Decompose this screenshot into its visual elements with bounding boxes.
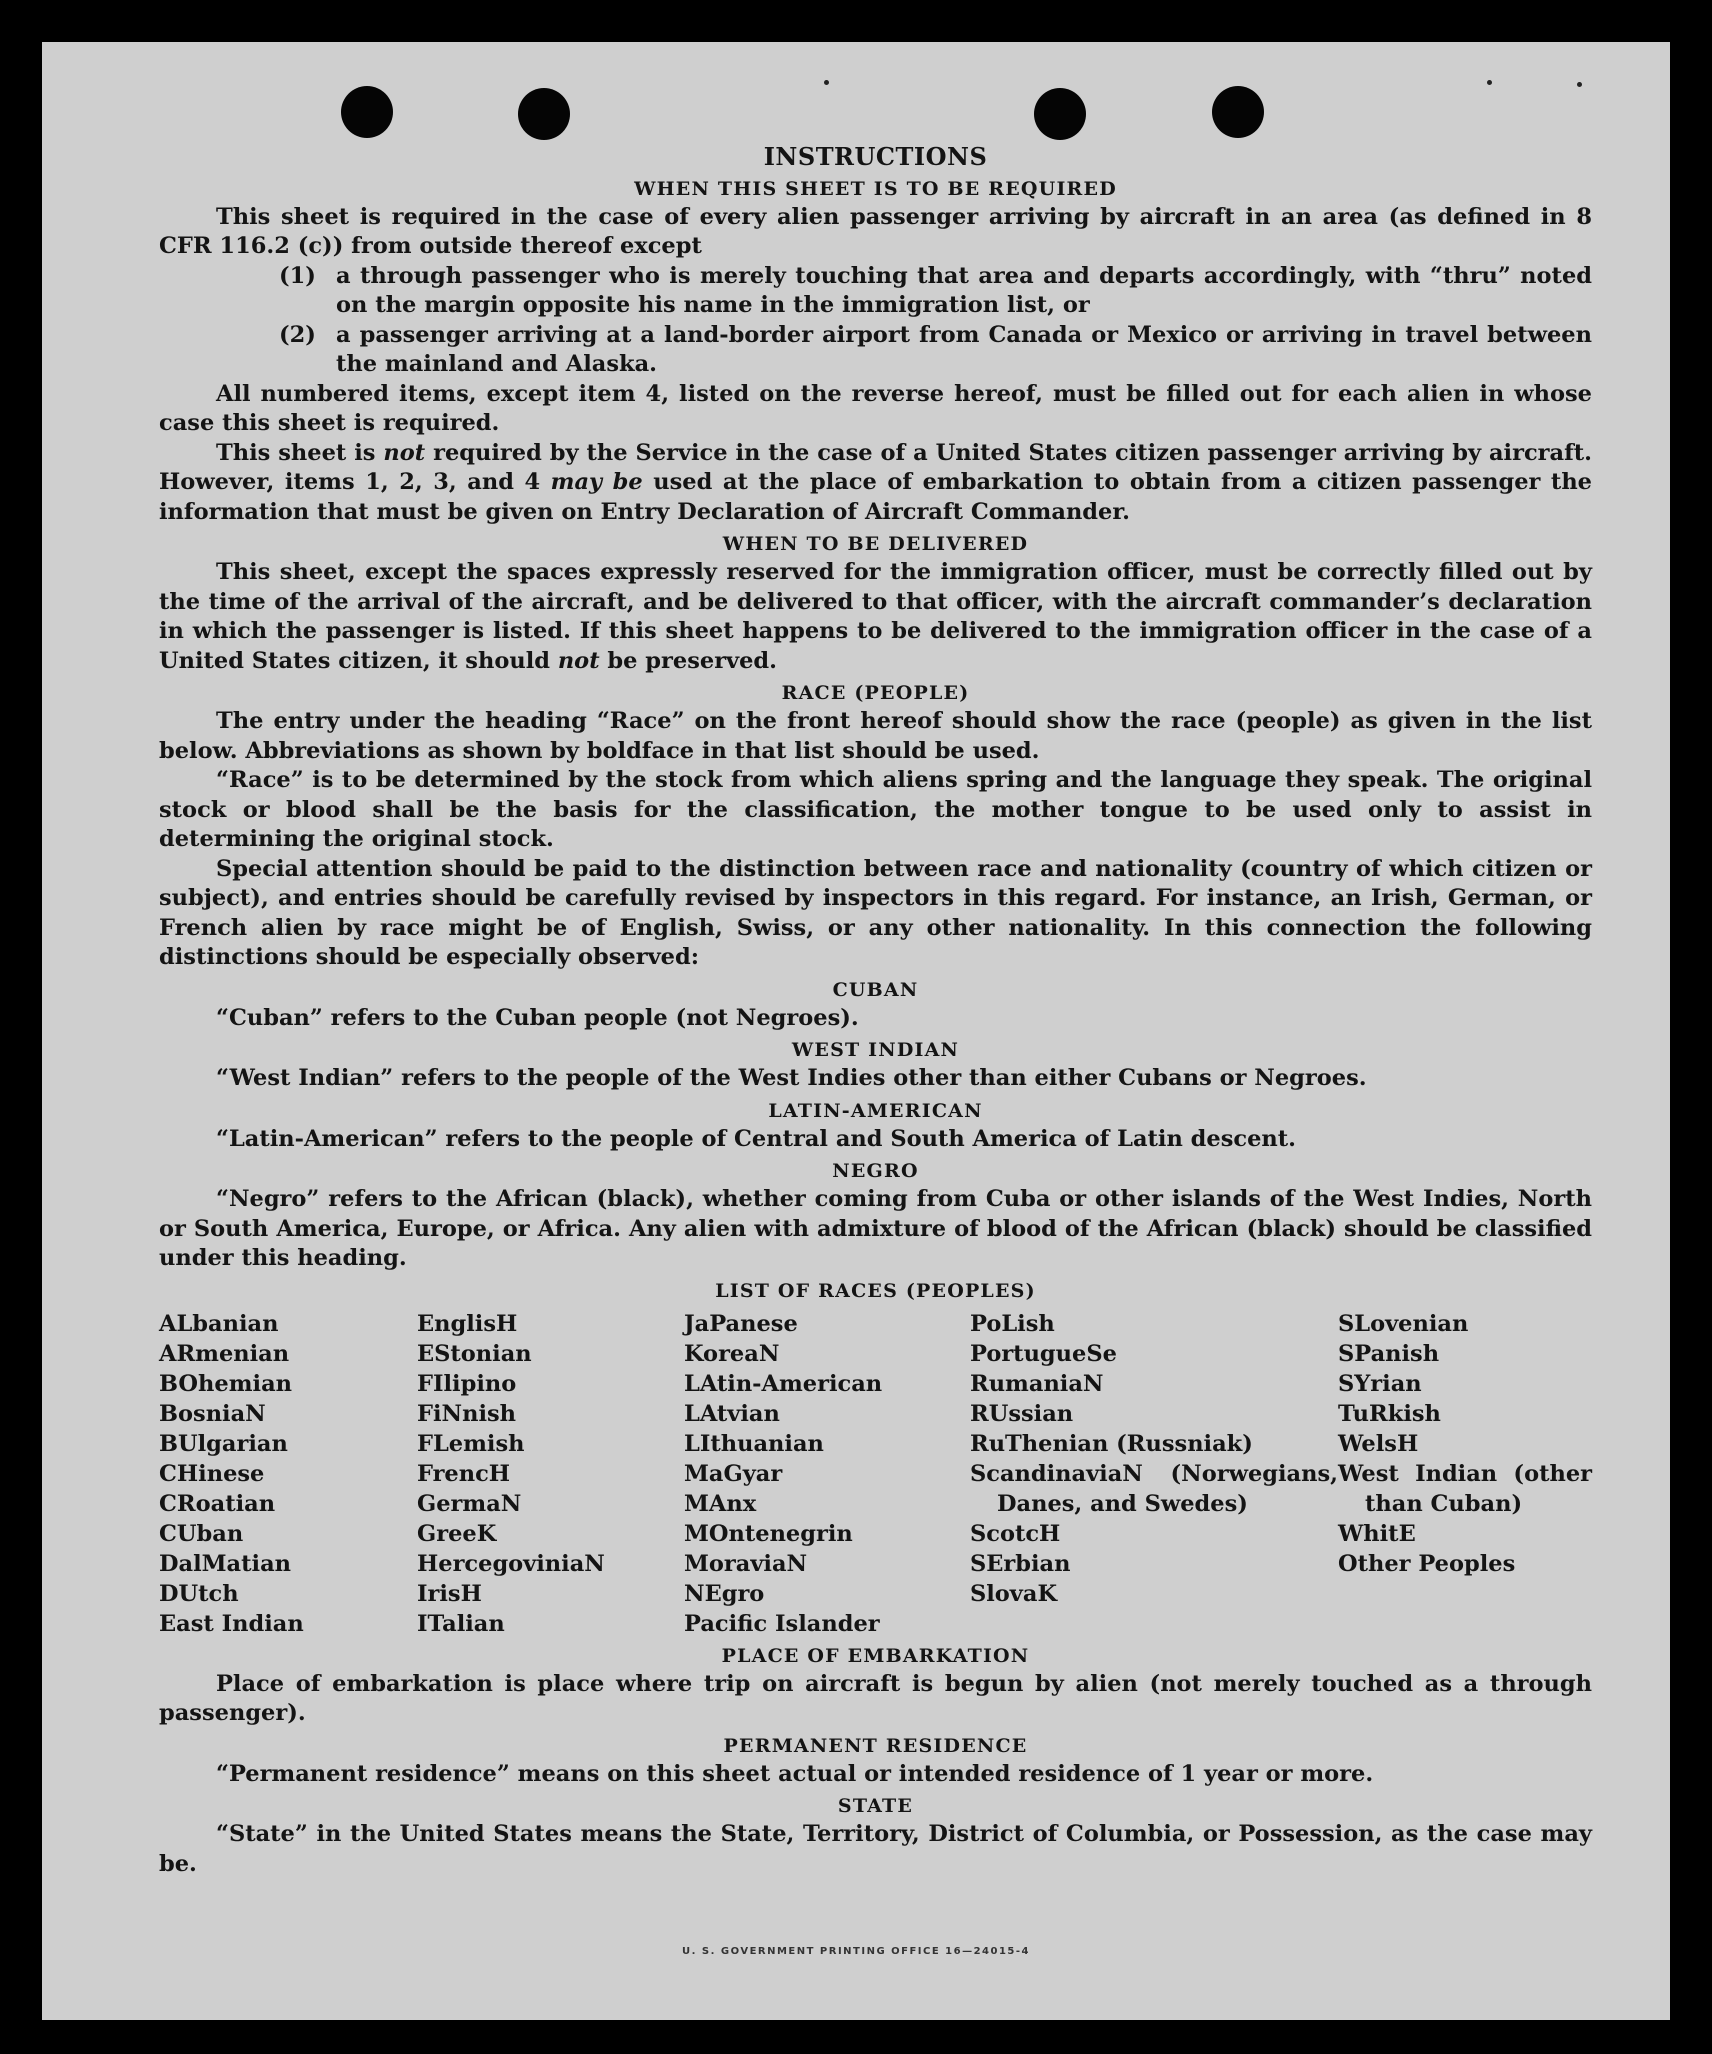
race-entry: RuThenian (Russniak)	[970, 1430, 1253, 1457]
race-entry: SPanish	[1338, 1340, 1440, 1367]
race-entry: SErbian	[970, 1550, 1071, 1577]
race-entry: MAnx	[684, 1490, 757, 1517]
races-column	[1338, 1309, 1592, 1639]
races-column	[684, 1309, 970, 1639]
race-entry: MaGyar	[684, 1460, 783, 1487]
punch-hole	[518, 88, 570, 140]
item-number: (1)	[279, 262, 316, 289]
race-entry: MOntenegrin	[684, 1520, 853, 1547]
punch-hole	[1212, 86, 1264, 138]
heading-negro: NEGRO	[832, 1160, 919, 1182]
race-entry: East Indian	[159, 1610, 304, 1637]
item-number: (2)	[279, 321, 316, 348]
heading-when-required: WHEN THIS SHEET IS TO BE REQUIRED	[634, 177, 1117, 200]
race-entry: DUtch	[159, 1580, 239, 1607]
speck	[1577, 82, 1582, 87]
paragraph: “Latin-American” refers to the people of Central and South America of Latin descent.	[216, 1125, 1296, 1152]
item-text: a through passenger who is merely touching that area and departs accordingly, with “thru” noted on the margin opposite his name in the immigration list, or	[336, 262, 1592, 318]
race-entry: WhitE	[1338, 1520, 1416, 1547]
document-title: INSTRUCTIONS	[763, 142, 988, 171]
race-entry: EStonian	[417, 1340, 532, 1367]
punch-hole	[341, 86, 393, 138]
paragraph: “Race” is to be determined by the stock from which aliens spring and the language they speak. The original stock or blood shall be the basis for the classification, the mother tongue to be used only to assist in determining the original stock.	[159, 767, 1592, 852]
paragraph: “Negro” refers to the African (black), whether coming from Cuba or other islands of the West Indies, North or South America, Europe, or Africa. Any alien with admixture of blood of the African (black) should be classified under this heading.	[159, 1186, 1592, 1271]
race-entry: CUban	[159, 1520, 244, 1547]
race-entry: KoreaN	[684, 1340, 780, 1367]
races-column	[970, 1309, 1338, 1639]
race-entry: HercegovinіaN	[417, 1550, 605, 1577]
numbered-item	[159, 321, 1592, 380]
paragraph: This sheet is required in the case of every alien passenger arriving by aircraft in an area (as defined in 8 CFR 116.2 (c)) from outside thereof except	[159, 203, 1592, 259]
race-entry: NEgro	[684, 1580, 765, 1607]
race-entry: RUssian	[970, 1400, 1074, 1427]
race-entry: ScotcH	[970, 1520, 1061, 1547]
heading-cuban: CUBAN	[832, 978, 919, 1001]
document-sheet	[42, 42, 1670, 2020]
race-entry: DalMatian	[159, 1550, 292, 1577]
race-entry: Pacific Islander	[684, 1610, 880, 1637]
heading-race: RACE (PEOPLE)	[781, 682, 970, 704]
punch-hole	[1034, 88, 1086, 140]
race-entry: LIthuanian	[684, 1430, 824, 1457]
race-entry: WelsH	[1338, 1430, 1419, 1457]
speck	[1487, 80, 1492, 85]
races-column	[417, 1309, 684, 1639]
race-entry: FrencH	[417, 1460, 511, 1487]
heading-place-of-embarkation: PLACE OF EMBARKATION	[721, 1644, 1030, 1667]
races-column	[159, 1309, 417, 1639]
race-entry: TuRkish	[1338, 1400, 1441, 1427]
race-entry: BOhemian	[159, 1370, 293, 1397]
paragraph: “West Indian” refers to the people of the West Indies other than either Cubans or Negroes.	[216, 1065, 1367, 1091]
race-entry: CHinese	[159, 1460, 265, 1487]
paragraph: The entry under the heading “Race” on the front hereof should show the race (people) as given in the list below. Abbreviations as shown by boldface in that list should be used.	[159, 708, 1592, 764]
race-entry: Other Peoples	[1338, 1550, 1516, 1577]
item-text: a passenger arriving at a land-border airport from Canada or Mexico or arriving in travel between the mainland and Alaska.	[336, 321, 1592, 377]
race-entry: PortugueSe	[970, 1340, 1117, 1367]
race-entry: LAtin-American	[684, 1370, 883, 1397]
race-entry: ITalian	[417, 1610, 505, 1637]
heading-west-indian: WEST INDIAN	[791, 1039, 960, 1061]
printer-imprint: U. S. GOVERNMENT PRINTING OFFICE 16—24015-4	[682, 1946, 1030, 1957]
race-entry: RumaniaN	[970, 1370, 1104, 1397]
race-entry: JaPanese	[684, 1310, 798, 1337]
race-entry: SlovaK	[970, 1580, 1058, 1607]
numbered-item	[159, 262, 1592, 321]
race-entry: BUlgarian	[159, 1430, 288, 1457]
heading-list-of-races: LIST OF RACES (PEOPLES)	[715, 1279, 1036, 1302]
race-entry: West Indian (other than Cuban)	[1338, 1460, 1592, 1517]
race-entry: ALbanian	[159, 1310, 279, 1337]
race-entry: ScandinaviaN (Norwegians, Danes, and Swedes)	[970, 1460, 1338, 1517]
paragraph: “State” in the United States means the State, Territory, District of Columbia, or Possession, as the case may be.	[159, 1821, 1592, 1877]
race-entry: PoLish	[970, 1310, 1055, 1337]
race-entry: GermaN	[417, 1490, 522, 1517]
paragraph: “Cuban” refers to the Cuban people (not Negroes).	[216, 1004, 859, 1031]
paragraph: Place of embarkation is place where trip on aircraft is begun by alien (not merely touched as a through passenger).	[159, 1670, 1592, 1726]
race-entry: FIlipino	[417, 1370, 517, 1397]
race-entry: EnglisH	[417, 1310, 518, 1337]
race-entry: LAtvian	[684, 1400, 780, 1427]
instructions-content	[159, 142, 1592, 1879]
race-entry: FLemish	[417, 1430, 525, 1457]
race-entry: ARmenian	[159, 1340, 290, 1367]
race-entry: BosniaN	[159, 1400, 266, 1427]
heading-permanent-residence: PERMANENT RESIDENCE	[723, 1734, 1028, 1757]
paragraph: “Permanent residence” means on this sheet actual or intended residence of 1 year or more.	[216, 1760, 1374, 1787]
race-entry: SLovenian	[1338, 1310, 1469, 1337]
heading-state: STATE	[837, 1795, 914, 1817]
paragraph: This sheet is not required by the Service in the case of a United States citizen passenger arriving by aircraft. However, items 1, 2, 3, and 4 may be used at the place of embarkation to obtain from a citizen passenger the information that must be given on Entry Declaration of Aircraft Commander.	[159, 439, 1593, 525]
races-list	[159, 1309, 1592, 1639]
race-entry: GreeK	[417, 1520, 497, 1547]
heading-latin-american: LATIN-AMERICAN	[768, 1099, 983, 1122]
race-entry: CRoatian	[159, 1490, 276, 1517]
race-entry: SYrian	[1338, 1370, 1422, 1397]
paragraph: All numbered items, except item 4, listed on the reverse hereof, must be filled out for each alien in whose case this sheet is required.	[159, 380, 1592, 436]
race-entry: FiNnish	[417, 1400, 517, 1427]
paragraph: Special attention should be paid to the distinction between race and nationality (country of which citizen or subject), and entries should be carefully revised by inspectors in this regard. For instance, an Irish, German, or French alien by race might be of English, Swiss, or any other nationality. In this connection the following distinctions should be especially observed:	[159, 855, 1592, 970]
heading-when-delivered: WHEN TO BE DELIVERED	[722, 533, 1029, 555]
speck	[824, 80, 829, 85]
paragraph: This sheet, except the spaces expressly reserved for the immigration officer, must be correctly filled out by the time of the arrival of the aircraft, and be delivered to that officer, with the aircraft commander’s declaration in which the passenger is listed. If this sheet happens to be delivered to the immigration officer in the case of a United States citizen, it should not be preserved.	[159, 559, 1592, 674]
race-entry: MoraviaN	[684, 1550, 808, 1577]
race-entry: IrisH	[417, 1580, 482, 1607]
